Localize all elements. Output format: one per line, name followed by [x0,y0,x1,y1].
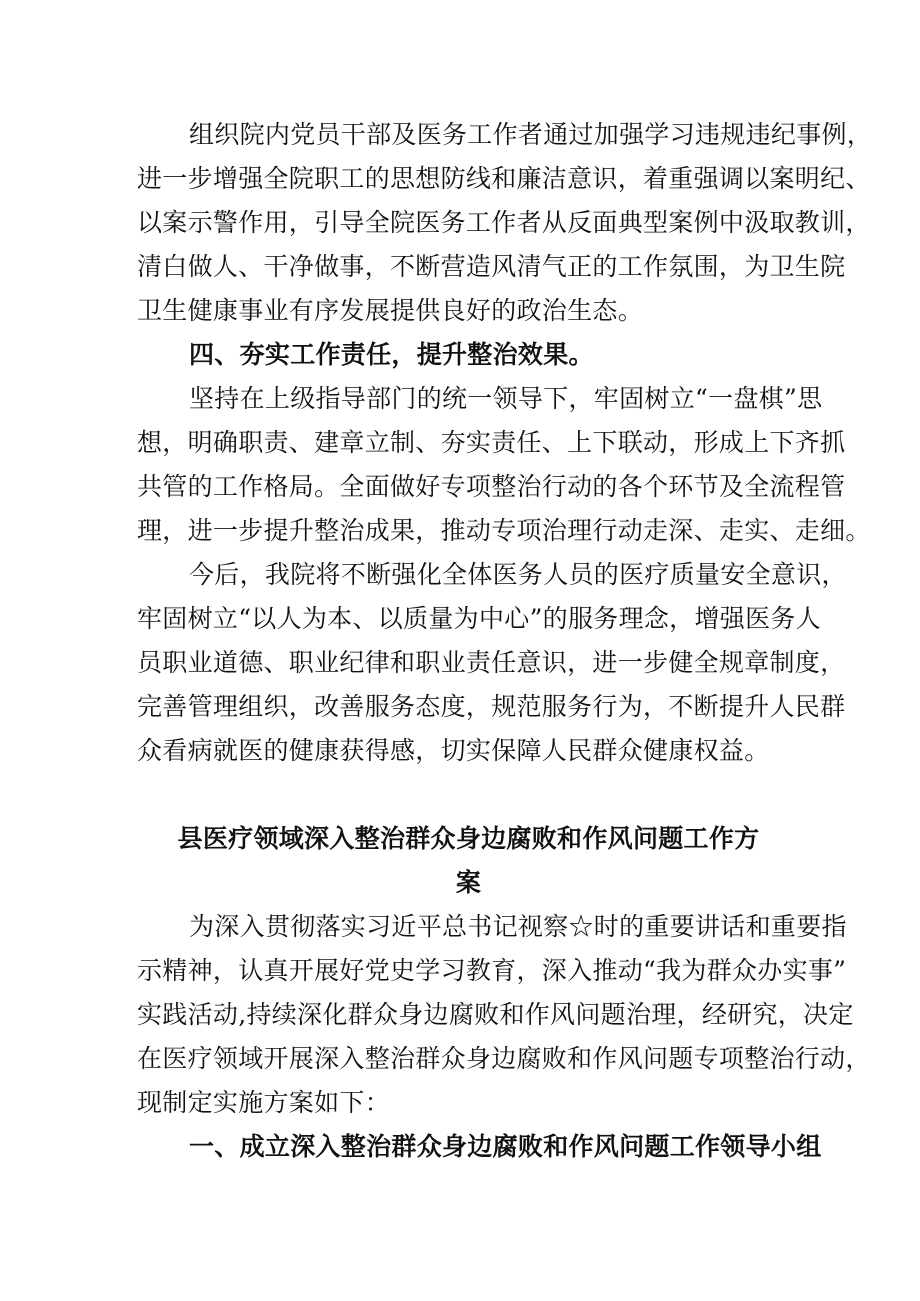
text-line: 在医疗领域开展深入整治群众身边腐败和作风问题专项整治行动， [137,1044,871,1073]
text-line: 完善管理组织，改善服务态度，规范服务行为，不断提升人民群 [137,692,846,721]
section-heading-four [137,333,800,377]
text-line: 众看病就医的健康获得感，切实保障人民群众健康权益。 [137,736,770,765]
text-line: 为深入贯彻落实习近平总书记视察☆时的重要讲话和重要指 [189,912,847,941]
text-line: 组织院内党员干部及医务工作者通过加强学习违规违纪事例， [189,120,873,149]
text-line: 今后，我院将不断强化全体医务人员的医疗质量安全意识， [189,560,847,589]
paragraph-future-plans [137,553,847,773]
heading-text: 一、成立深入整治群众身边腐败和作风问题工作领导小组 [189,1132,822,1161]
text-line: 清白做人、干净做事，不断营造风清气正的工作氛围，为卫生院 [137,252,846,281]
section-heading-one [137,1125,822,1169]
text-line: 牢固树立“以人为本、以质量为中心”的服务理念，增强医务人 [137,604,821,633]
heading-text: 四、夯实工作责任，提升整治效果。 [189,340,594,369]
text-line: 卫生健康事业有序发展提供良好的政治生态。 [137,296,644,325]
text-line: 共管的工作格局。全面做好专项整治行动的各个环节及全流程管 [137,472,846,501]
paragraph-responsibility [137,377,871,553]
paragraph-education-cases [137,113,873,333]
text-line: 示精神，认真开展好党史学习教育，深入推动“我为群众办实事” [137,956,847,985]
title-line: 县医疗领域深入整治群众身边腐败和作风问题工作方 [177,824,760,853]
text-line: 员职业道德、职业纪律和职业责任意识，进一步健全规章制度， [137,648,846,677]
text-line: 想，明确职责、建章立制、夯实责任、上下联动，形成上下齐抓 [137,428,846,457]
text-line: 坚持在上级指导部门的统一领导下，牢固树立“一盘棋”思 [189,384,823,413]
paragraph-introduction [137,905,871,1125]
text-line: 实践活动,持续深化群众身边腐败和作风问题治理，经研究，决定 [137,1000,854,1029]
text-line: 以案示警作用，引导全院医务工作者从反面典型案例中汲取教训， [137,208,871,237]
document-title [137,817,800,905]
text-line: 进一步增强全院职工的思想防线和廉洁意识，着重强调以案明纪、 [137,164,871,193]
text-line: 现制定实施方案如下： [137,1088,391,1117]
text-line: 理，进一步提升整治成果，推动专项治理行动走深、走实、走细。 [137,516,871,545]
title-line: 案 [455,868,482,897]
